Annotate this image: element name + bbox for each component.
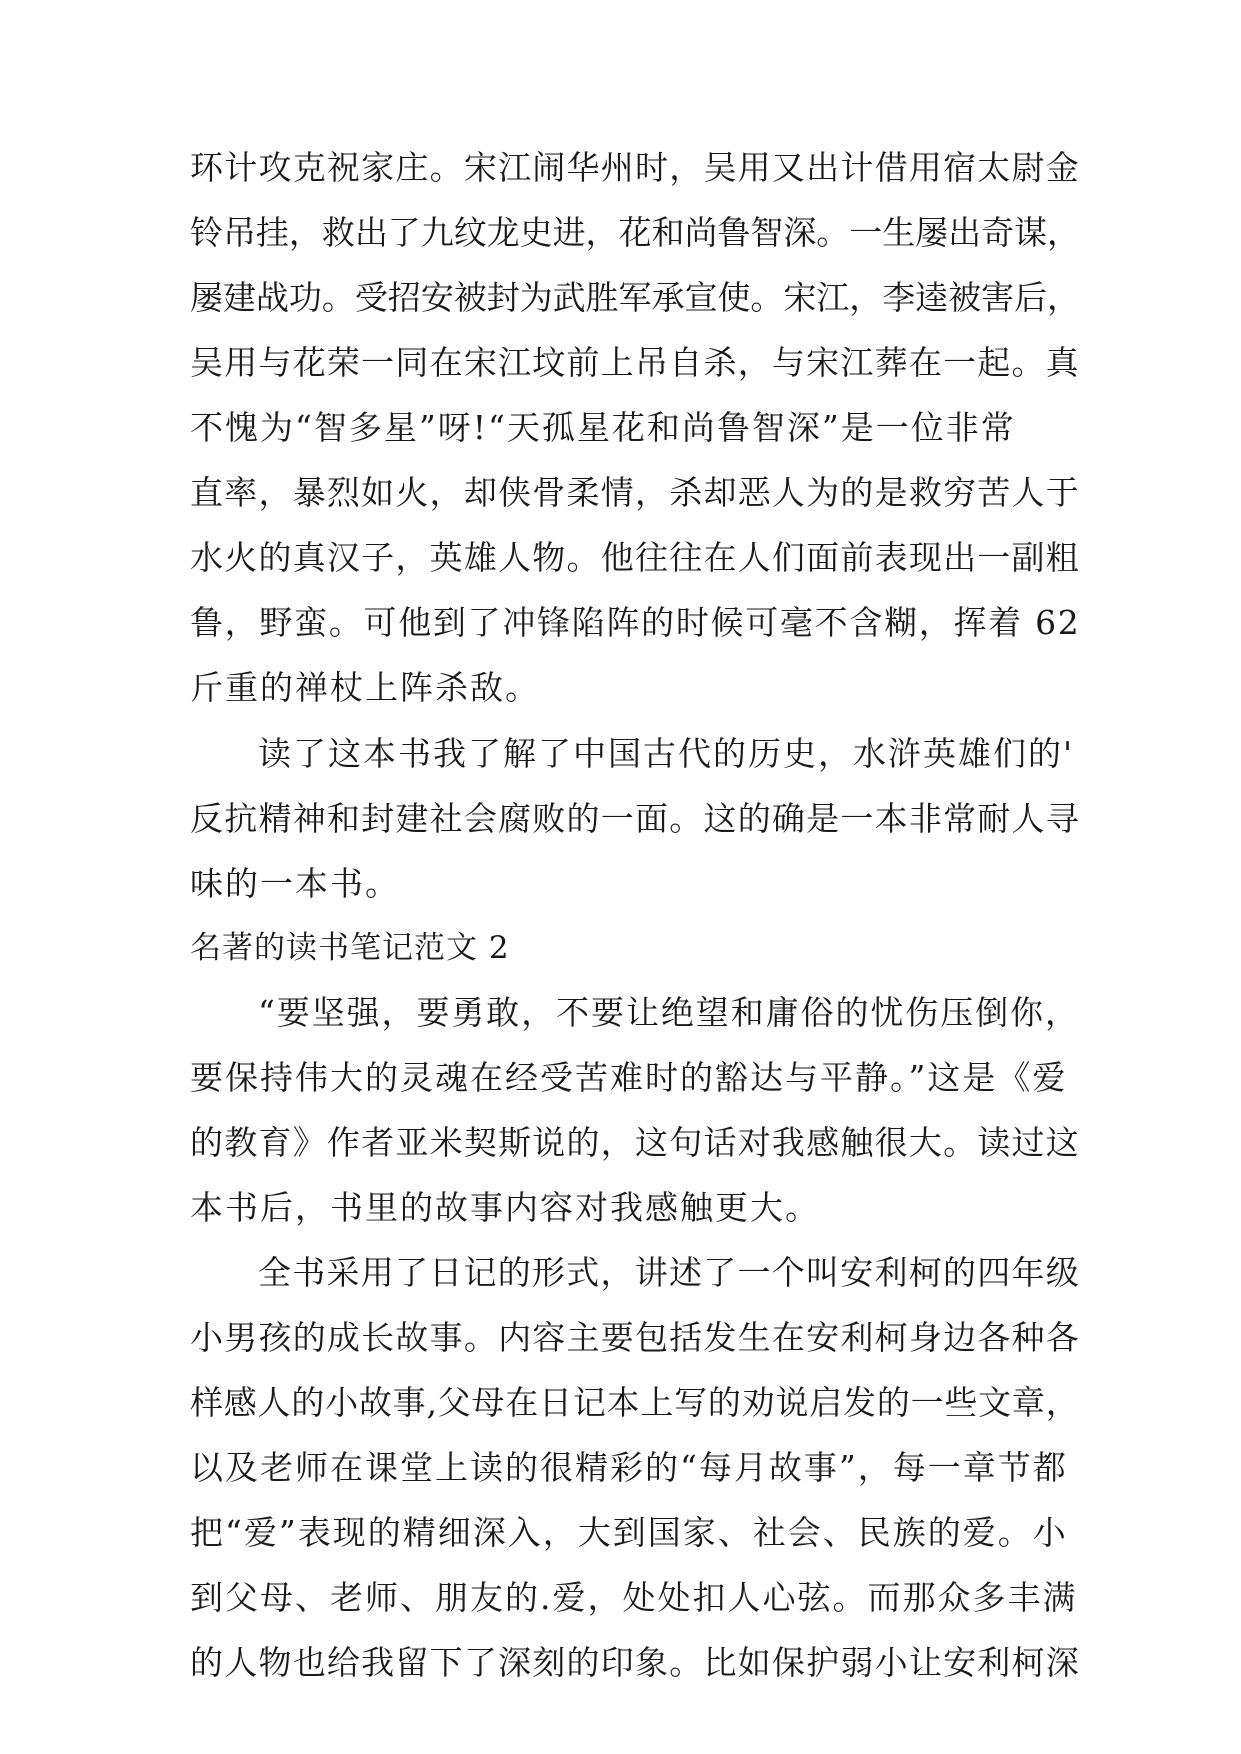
text-line: 的人物也给我留下了深刻的印象。比如保护弱小让安利柯深 xyxy=(190,1643,1080,1682)
text-line: 要保持伟大的灵魂在经受苦难时的豁达与平静。”这是《爱 xyxy=(190,1058,1068,1097)
text-line: 小男孩的成长故事。内容主要包括发生在安利柯身边各种各 xyxy=(190,1318,1080,1357)
text-line: 以及老师在课堂上读的很精彩的“每月故事”，每一章节都 xyxy=(190,1448,1068,1487)
text-line: 斤重的禅杖上阵杀敌。 xyxy=(190,668,540,707)
text-line: 把“爱”表现的精细深入，大到国家、社会、民族的爱。小 xyxy=(190,1513,1068,1552)
text-line: 吴用与花荣一同在宋江坟前上吊自杀，与宋江葬在一起。真 xyxy=(190,343,1080,382)
text-line: 不愧为“智多星”呀!“天孤星花和尚鲁智深”是一位非常 xyxy=(190,408,1016,447)
text-line: 鲁，野蛮。可他到了冲锋陷阵的时候可毫不含糊，挥着 62 xyxy=(190,603,1081,642)
text-line: 到父母、老师、朋友的.爱，处处扣人心弦。而那众多丰满 xyxy=(190,1578,1078,1617)
text-line: 直率，暴烈如火，却侠骨柔情，杀却恶人为的是救穷苦人于 xyxy=(190,473,1080,512)
text-line: 的教育》作者亚米契斯说的，这句话对我感触很大。读过这 xyxy=(190,1123,1080,1162)
text-line: 屡建战功。受招安被封为武胜军承宣使。宋江，李逵被害后， xyxy=(190,278,1081,317)
paragraph-first-line: 读了这本书我了解了中国古代的历史，水浒英雄们的' xyxy=(258,734,1075,773)
paragraph-first-line: 全书采用了日记的形式，讲述了一个叫安利柯的四年级 xyxy=(258,1253,1080,1292)
text-line: 本书后，书里的故事内容对我感触更大。 xyxy=(190,1188,820,1227)
text-line: 样感人的小故事,父母在日记本上写的劝说启发的一些文章， xyxy=(190,1383,1080,1422)
text-line: 味的一本书。 xyxy=(190,864,400,903)
text-line: 环计攻克祝家庄。宋江闹华州时，吴用又出计借用宿太尉金 xyxy=(190,148,1080,187)
text-line: 铃吊挂，救出了九纹龙史进，花和尚鲁智深。一生屡出奇谋， xyxy=(190,213,1081,252)
text-line: 反抗精神和封建社会腐败的一面。这的确是一本非常耐人寻 xyxy=(190,799,1080,838)
paragraph-first-line: “要坚强，要勇敢，不要让绝望和庸俗的忧伤压倒你， xyxy=(258,993,1080,1032)
section-heading: 名著的读书笔记范文 2 xyxy=(190,930,510,966)
text-line: 水火的真汉子，英雄人物。他往往在人们面前表现出一副粗 xyxy=(190,538,1080,577)
